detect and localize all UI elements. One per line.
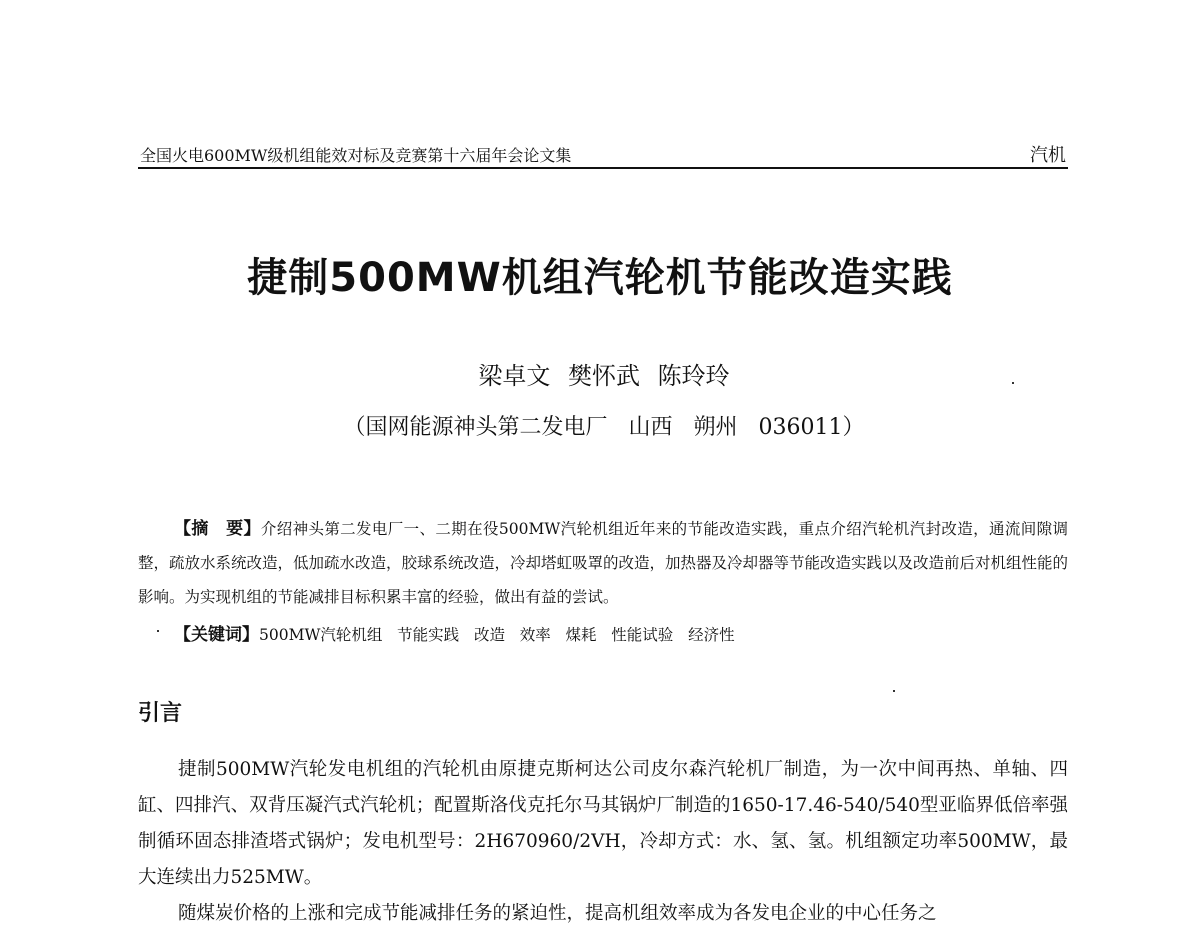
paper-affiliation: （国网能源神头第二发电厂 山西 朔州 036011）	[343, 415, 865, 440]
intro-paragraph-1: 捷制500MW汽轮发电机组的汽轮机由原捷克斯柯达公司皮尔森汽轮机厂制造，为一次中间再热、单轴、四缸、四排汽、双背压凝汽式汽轮机；配置斯洛伐克托尔马其锅炉厂制造的1650-17.46-540/540型亚临界低倍率强制循环固态排渣塔式锅炉；发电机型号：2H670960/2VH，冷却方式：水、氢、氢。机组额定功率500MW，最大连续出力525MW。	[138, 759, 1068, 888]
running-header	[138, 141, 1068, 169]
intro-paragraph-2: 随煤炭价格的上涨和完成节能减排任务的紧迫性，提高机组效率成为各发电企业的中心任务之	[178, 903, 937, 924]
keywords-text: 500MW汽轮机组 节能实践 改造 效率 煤耗 性能试验 经济性	[259, 626, 735, 644]
keywords	[174, 620, 1068, 650]
abstract-label: 【摘 要】	[174, 519, 261, 539]
abstract	[138, 512, 1068, 614]
proceedings-title: 全国火电600MW级机组能效对标及竞赛第十六届年会论文集	[140, 146, 572, 165]
paper-authors: 梁卓文 樊怀武 陈玲玲	[478, 362, 730, 390]
scan-speck	[893, 690, 895, 692]
abstract-text: 介绍神头第二发电厂一、二期在役500MW汽轮机组近年来的节能改造实践，重点介绍汽轮机汽封改造，通流间隙调整，疏放水系统改造，低加疏水改造，胶球系统改造，冷却塔虹吸罩的改造，加热器及冷却器等节能改造实践以及改造前后对机组性能的影响。为实现机组的节能减排目标积累丰富的经验，做出有益的尝试。	[138, 520, 1069, 606]
scan-speck	[157, 630, 159, 632]
intro-body	[138, 752, 1068, 932]
paper-title: 捷制500MW机组汽轮机节能改造实践	[247, 255, 953, 301]
section-label: 汽机	[1030, 145, 1066, 166]
keywords-label: 【关键词】	[174, 625, 259, 645]
section-heading-intro: 引言	[138, 701, 183, 726]
scan-speck	[1012, 382, 1014, 384]
